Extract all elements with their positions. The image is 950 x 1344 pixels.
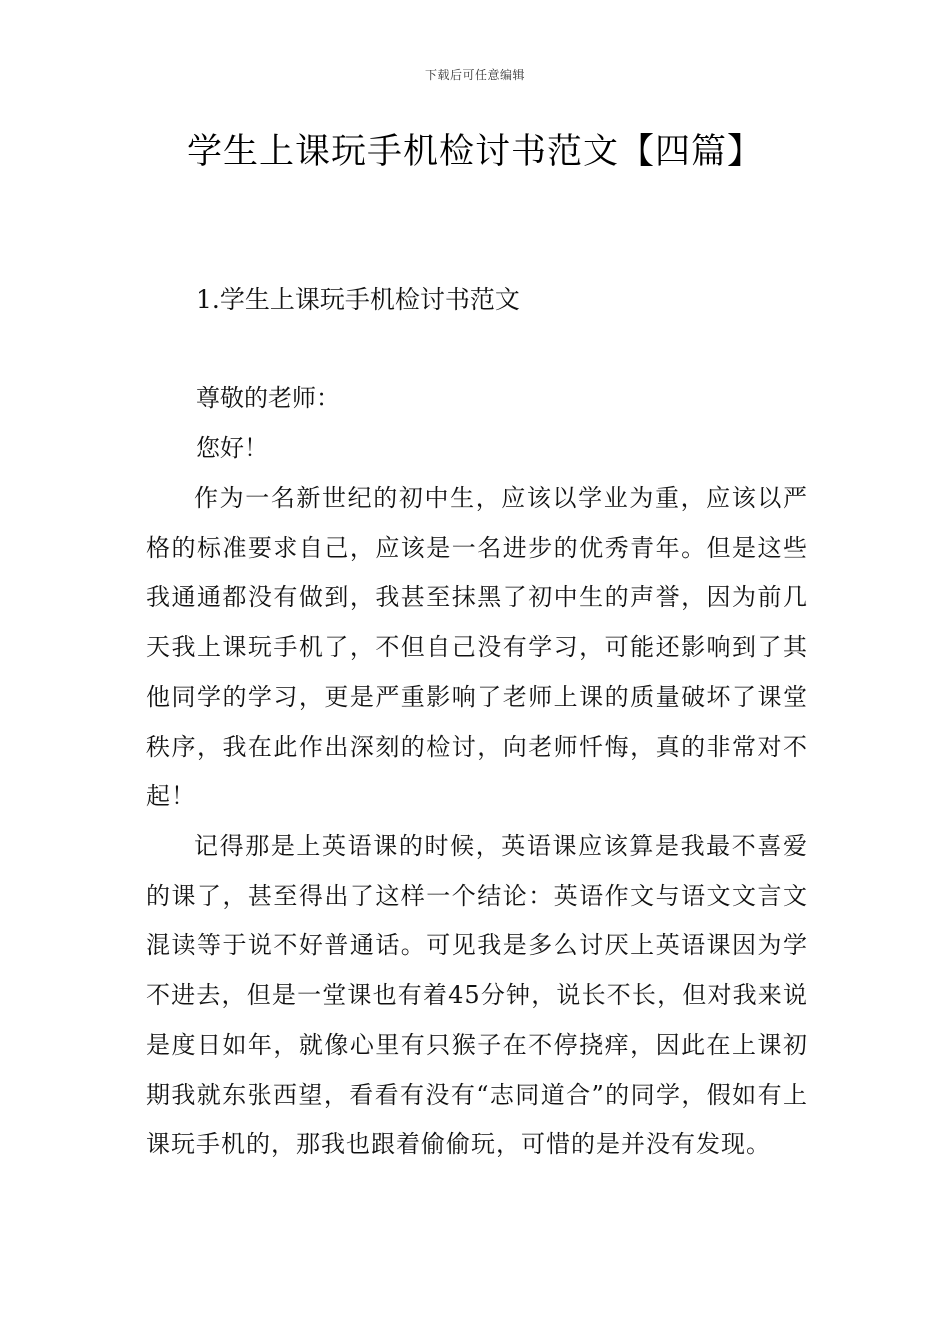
document-title: 学生上课玩手机检讨书范文【四篇】 <box>186 132 763 172</box>
salutation: 尊敬的老师： <box>196 384 340 412</box>
greeting: 您好！ <box>196 434 268 462</box>
section-heading: 1.学生上课玩手机检讨书范文 <box>196 285 520 314</box>
header-note: 下载后可任意编辑 <box>424 68 525 82</box>
body-paragraph-2: 记得那是上英语课的时候，英语课应该算是我最不喜爱的课了，甚至得出了这样一个结论：英语作文与语文文言文混读等于说不好普通话。可见我是多么讨厌上英语课因为学不进去，但是一堂课也有着45分钟，说长不长，但对我来说是度日如年，就像心里有只猴子在不停挠痒，因此在上课初期我就东张西望，看看有没有“志同道合”的同学，假如有上课玩手机的，那我也跟着偷偷玩，可惜的是并没有发现。 <box>146 832 808 1159</box>
body-paragraph-1: 作为一名新世纪的初中生，应该以学业为重，应该以严格的标准要求自己，应该是一名进步的优秀青年。但是这些我通通都没有做到，我甚至抹黑了初中生的声誉，因为前几天我上课玩手机了，不但自己没有学习，可能还影响到了其他同学的学习，更是严重影响了老师上课的质量破坏了课堂秩序，我在此作出深刻的检讨，向老师忏悔，真的非常对不起！ <box>146 484 808 811</box>
